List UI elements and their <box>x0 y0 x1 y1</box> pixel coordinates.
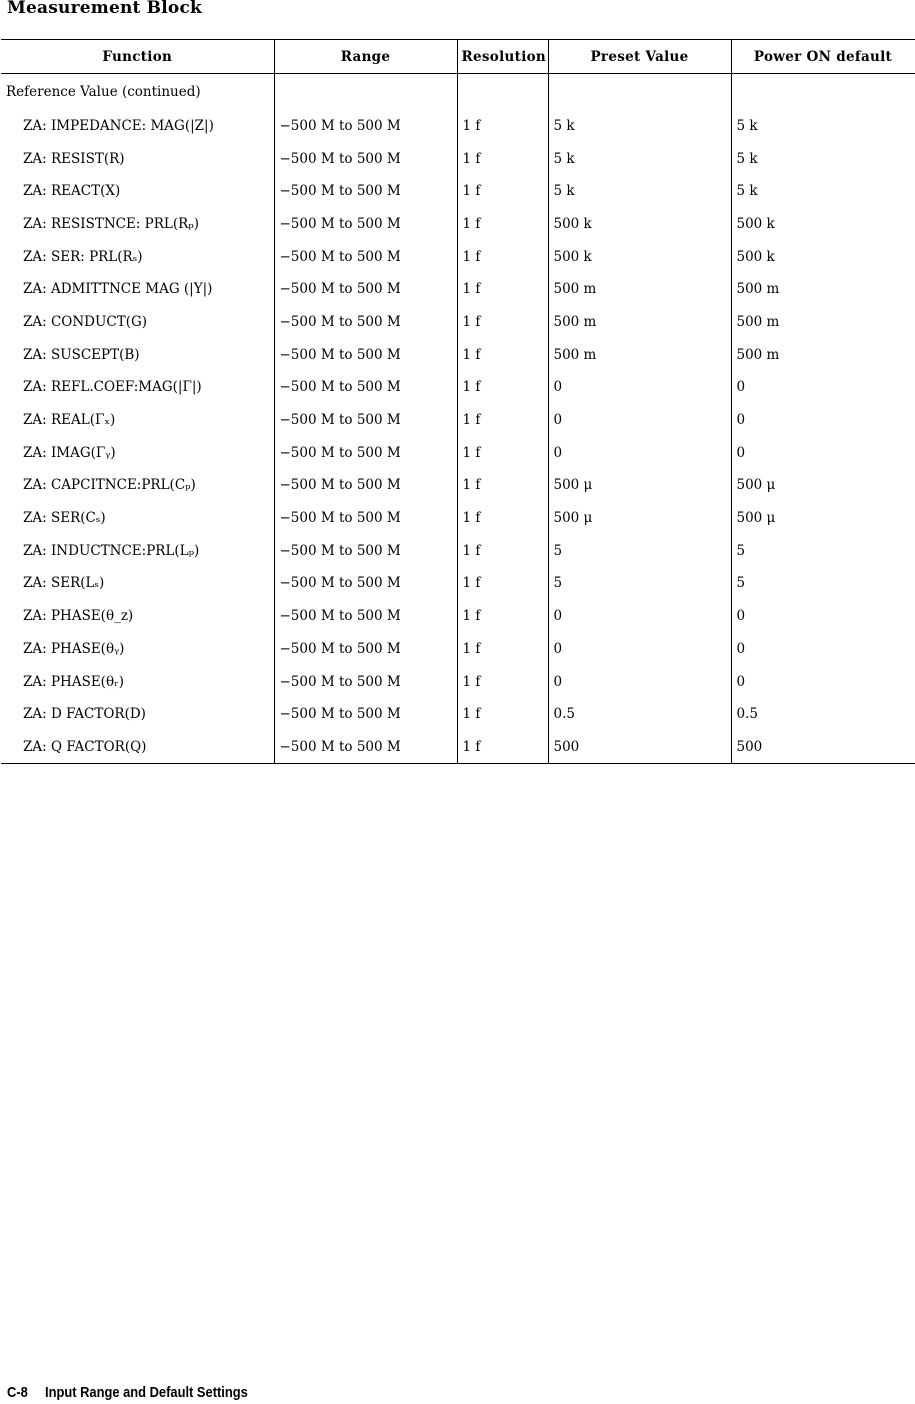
cell-resolution: 1 f <box>457 273 548 306</box>
cell-power-on-default: 5 k <box>731 175 915 208</box>
measurement-table <box>1 39 915 764</box>
table-row <box>1 469 915 502</box>
cell-range: −500 M to 500 M <box>274 175 457 208</box>
header-resolution: Resolution <box>457 40 548 74</box>
cell-function: ZA: IMPEDANCE: MAG(|Z|) <box>23 117 214 134</box>
cell-range: −500 M to 500 M <box>274 665 457 698</box>
cell-function: ZA: SUSCEPT(B) <box>23 346 140 363</box>
cell-power-on-default: 5 k <box>731 110 915 143</box>
cell-power-on-default: 500 μ <box>731 502 915 535</box>
cell-resolution: 1 f <box>457 306 548 339</box>
cell-power-on-default: 500 <box>731 731 915 764</box>
table-row <box>1 698 915 731</box>
cell-power-on-default: 5 k <box>731 142 915 175</box>
cell-power-on-default: 0.5 <box>731 698 915 731</box>
cell-preset-value: 0 <box>548 404 731 437</box>
cell-power-on-default: 5 <box>731 534 915 567</box>
cell-preset-value: 5 <box>548 567 731 600</box>
cell-preset-value: 500 μ <box>548 502 731 535</box>
cell-power-on-default: 500 m <box>731 338 915 371</box>
cell-preset-value: 0 <box>548 665 731 698</box>
cell-power-on-default: 5 <box>731 567 915 600</box>
cell-range: −500 M to 500 M <box>274 436 457 469</box>
cell-resolution: 1 f <box>457 208 548 241</box>
table-row <box>1 404 915 437</box>
table-body <box>1 74 915 764</box>
cell-function: ZA: ADMITTNCE MAG (|Y|) <box>23 281 213 298</box>
cell-resolution: 1 f <box>457 142 548 175</box>
group-row <box>1 74 915 110</box>
cell-power-on-default: 500 m <box>731 306 915 339</box>
cell-resolution: 1 f <box>457 110 548 143</box>
cell-power-on-default: 0 <box>731 665 915 698</box>
header-power-on-default: Power ON default <box>731 40 915 74</box>
cell-resolution: 1 f <box>457 404 548 437</box>
cell-range: −500 M to 500 M <box>274 404 457 437</box>
header-preset-value: Preset Value <box>548 40 731 74</box>
cell-power-on-default: 500 k <box>731 240 915 273</box>
cell-function: ZA: Q FACTOR(Q) <box>23 738 147 755</box>
table-cell <box>274 74 457 110</box>
cell-power-on-default: 500 k <box>731 208 915 241</box>
cell-preset-value: 500 k <box>548 208 731 241</box>
cell-preset-value: 500 k <box>548 240 731 273</box>
cell-function: ZA: PHASE(θ_z) <box>23 608 134 625</box>
cell-resolution: 1 f <box>457 665 548 698</box>
cell-resolution: 1 f <box>457 698 548 731</box>
cell-function: ZA: IMAG(Γᵧ) <box>23 444 116 461</box>
table-row <box>1 371 915 404</box>
cell-resolution: 1 f <box>457 731 548 764</box>
cell-function: ZA: RESIST(R) <box>23 150 125 167</box>
cell-resolution: 1 f <box>457 240 548 273</box>
cell-function: ZA: INDUCTNCE:PRL(Lₚ) <box>23 542 200 559</box>
cell-function: ZA: D FACTOR(D) <box>23 706 146 723</box>
cell-power-on-default: 0 <box>731 633 915 666</box>
cell-range: −500 M to 500 M <box>274 469 457 502</box>
cell-range: −500 M to 500 M <box>274 208 457 241</box>
cell-function: ZA: PHASE(θᵣ) <box>23 673 125 690</box>
cell-preset-value: 500 m <box>548 338 731 371</box>
cell-power-on-default: 0 <box>731 600 915 633</box>
cell-range: −500 M to 500 M <box>274 240 457 273</box>
header-function: Function <box>102 48 173 65</box>
cell-preset-value: 5 k <box>548 110 731 143</box>
cell-preset-value: 0 <box>548 633 731 666</box>
cell-range: −500 M to 500 M <box>274 338 457 371</box>
table-cell <box>731 74 915 110</box>
table-row <box>1 175 915 208</box>
cell-preset-value: 5 <box>548 534 731 567</box>
header-range: Range <box>274 40 457 74</box>
cell-range: −500 M to 500 M <box>274 371 457 404</box>
table-row <box>1 567 915 600</box>
cell-function: ZA: RESISTNCE: PRL(Rₚ) <box>23 215 199 232</box>
table-row <box>1 110 915 143</box>
table-cell <box>548 74 731 110</box>
cell-resolution: 1 f <box>457 567 548 600</box>
cell-preset-value: 0 <box>548 436 731 469</box>
page-footer <box>7 1384 248 1401</box>
cell-preset-value: 500 <box>548 731 731 764</box>
cell-function: ZA: REAL(Γₓ) <box>23 412 116 429</box>
table-row <box>1 240 915 273</box>
table-header-row <box>1 40 915 74</box>
cell-range: −500 M to 500 M <box>274 600 457 633</box>
table-row <box>1 502 915 535</box>
cell-power-on-default: 0 <box>731 371 915 404</box>
table-row <box>1 338 915 371</box>
cell-resolution: 1 f <box>457 502 548 535</box>
cell-preset-value: 5 k <box>548 175 731 208</box>
cell-function: ZA: CAPCITNCE:PRL(Cₚ) <box>23 477 196 494</box>
cell-resolution: 1 f <box>457 633 548 666</box>
cell-power-on-default: 0 <box>731 436 915 469</box>
cell-preset-value: 500 m <box>548 273 731 306</box>
cell-preset-value: 0 <box>548 371 731 404</box>
cell-power-on-default: 500 m <box>731 273 915 306</box>
cell-resolution: 1 f <box>457 175 548 208</box>
table-row <box>1 665 915 698</box>
footer-section-title: Input Range and Default Settings <box>44 1384 248 1401</box>
cell-preset-value: 500 m <box>548 306 731 339</box>
cell-preset-value: 0 <box>548 600 731 633</box>
cell-range: −500 M to 500 M <box>274 502 457 535</box>
cell-function: ZA: SER(Cₛ) <box>23 510 106 527</box>
table-cell <box>457 74 548 110</box>
table-row <box>1 534 915 567</box>
section-title: Measurement Block <box>7 0 202 18</box>
cell-resolution: 1 f <box>457 600 548 633</box>
table-row <box>1 306 915 339</box>
cell-function: ZA: SER: PRL(Rₛ) <box>23 248 143 265</box>
cell-preset-value: 0.5 <box>548 698 731 731</box>
cell-range: −500 M to 500 M <box>274 306 457 339</box>
cell-function: ZA: REACT(X) <box>23 183 121 200</box>
cell-range: −500 M to 500 M <box>274 633 457 666</box>
cell-range: −500 M to 500 M <box>274 142 457 175</box>
table-row <box>1 633 915 666</box>
cell-resolution: 1 f <box>457 469 548 502</box>
cell-range: −500 M to 500 M <box>274 567 457 600</box>
cell-function: ZA: PHASE(θᵧ) <box>23 640 125 657</box>
cell-power-on-default: 0 <box>731 404 915 437</box>
table-row <box>1 600 915 633</box>
cell-range: −500 M to 500 M <box>274 731 457 764</box>
table-row <box>1 436 915 469</box>
table-row <box>1 208 915 241</box>
table-row <box>1 273 915 306</box>
cell-resolution: 1 f <box>457 371 548 404</box>
cell-preset-value: 500 μ <box>548 469 731 502</box>
cell-range: −500 M to 500 M <box>274 110 457 143</box>
cell-range: −500 M to 500 M <box>274 698 457 731</box>
cell-range: −500 M to 500 M <box>274 534 457 567</box>
cell-function: ZA: CONDUCT(G) <box>23 313 148 330</box>
cell-function: ZA: SER(Lₛ) <box>23 575 105 592</box>
cell-preset-value: 5 k <box>548 142 731 175</box>
cell-resolution: 1 f <box>457 338 548 371</box>
cell-range: −500 M to 500 M <box>274 273 457 306</box>
table-row <box>1 142 915 175</box>
cell-function: ZA: REFL.COEF:MAG(|Γ|) <box>23 379 202 396</box>
table-row <box>1 731 915 764</box>
cell-power-on-default: 500 μ <box>731 469 915 502</box>
cell-resolution: 1 f <box>457 534 548 567</box>
cell-resolution: 1 f <box>457 436 548 469</box>
page-number: C-8 <box>7 1384 28 1401</box>
group-label: Reference Value (continued) <box>6 83 201 100</box>
